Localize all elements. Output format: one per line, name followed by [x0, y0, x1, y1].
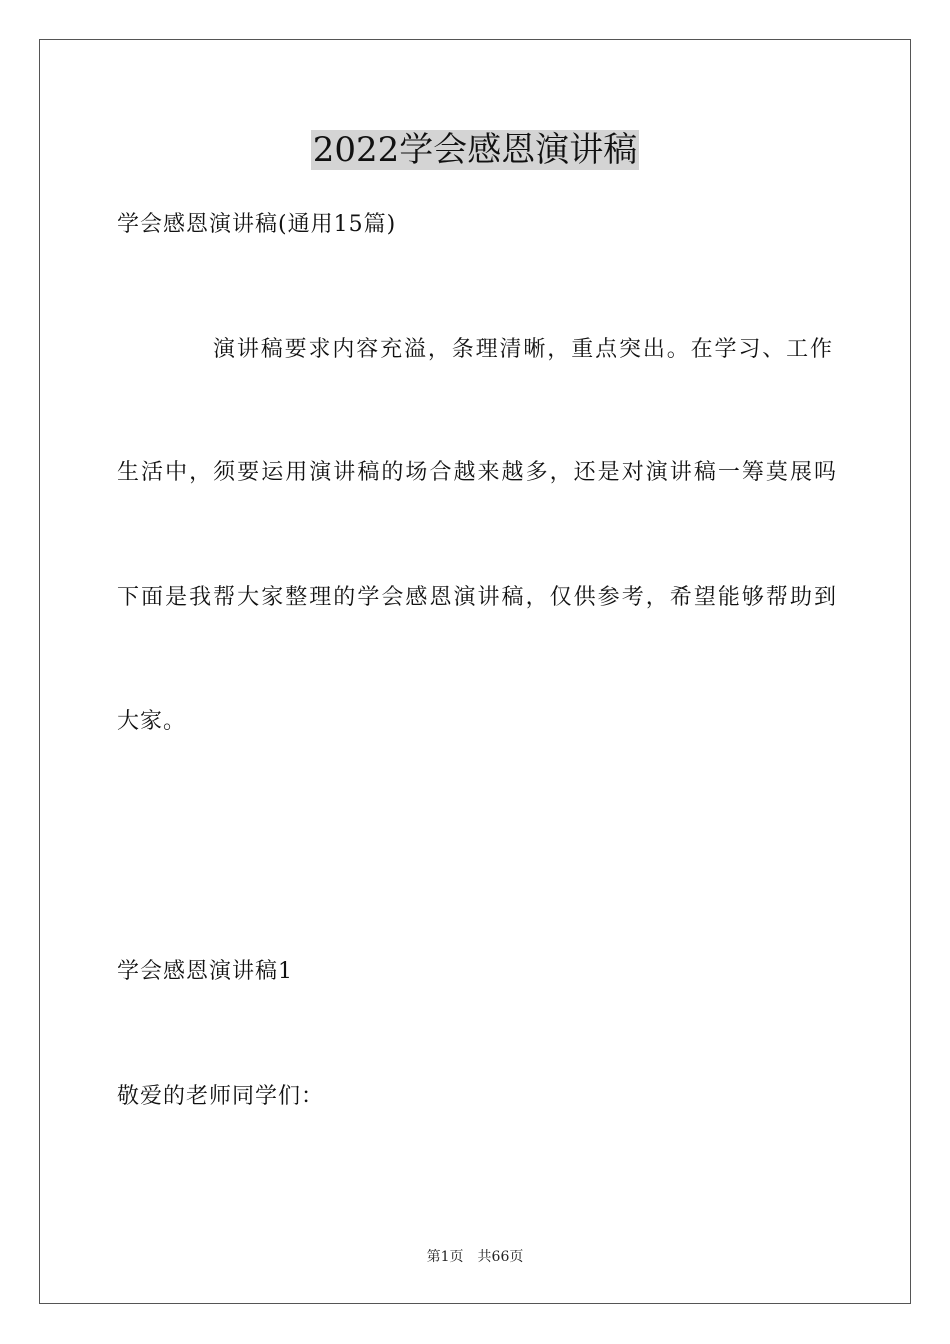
page-total: 共66页 [477, 1249, 524, 1265]
page-footer [0, 1247, 950, 1267]
intro-line-1: 演讲稿要求内容充溢，条理清晰，重点突出。在学习、工作 [213, 337, 833, 362]
section-heading: 学会感恩演讲稿1 [117, 959, 293, 984]
document-subtitle: 学会感恩演讲稿(通用15篇) [117, 212, 397, 237]
salutation: 敬爱的老师同学们： [117, 1084, 325, 1109]
document-title [0, 128, 950, 172]
intro-line-2: 生活中，须要运用演讲稿的场合越来越多，还是对演讲稿一筹莫展吗 [117, 460, 837, 485]
page-number: 第1页 [426, 1249, 464, 1265]
intro-line-3: 下面是我帮大家整理的学会感恩演讲稿，仅供参考，希望能够帮助到 [117, 585, 837, 610]
document-title-text: 2022学会感恩演讲稿 [312, 130, 638, 170]
intro-line-4: 大家。 [117, 709, 187, 734]
